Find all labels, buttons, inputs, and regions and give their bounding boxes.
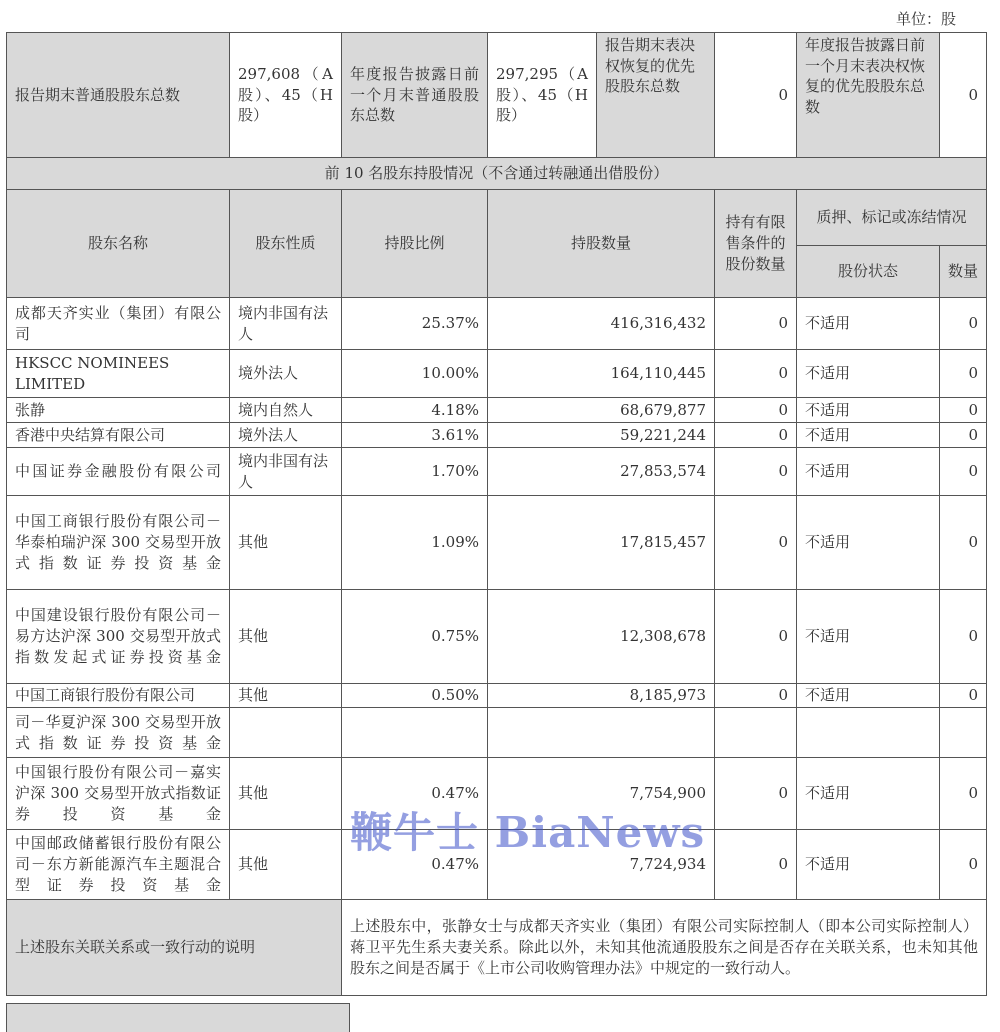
shareholder-nature: 其他 xyxy=(230,830,342,900)
shareholder-ratio: 0.50% xyxy=(342,684,488,708)
shareholder-name: HKSCC NOMINEES LIMITED xyxy=(7,350,230,398)
pledge-status: 不适用 xyxy=(797,448,940,496)
table-row xyxy=(7,398,987,423)
header-pledge-group: 质押、标记或冻结情况 xyxy=(797,190,987,246)
shareholder-name: 中国证券金融股份有限公司 xyxy=(7,448,230,496)
relation-row xyxy=(7,900,987,996)
shareholder-amount: 68,679,877 xyxy=(488,398,715,423)
pledge-qty: 0 xyxy=(940,496,987,590)
table-row xyxy=(7,423,987,448)
pledge-status: 不适用 xyxy=(797,590,940,684)
header-nature: 股东性质 xyxy=(230,190,342,298)
header-ratio: 持股比例 xyxy=(342,190,488,298)
pledge-status: 不适用 xyxy=(797,830,940,900)
header-restricted: 持有有限售条件的股份数量 xyxy=(715,190,797,298)
shareholder-restricted: 0 xyxy=(715,496,797,590)
relation-text: 上述股东中，张静女士与成都天齐实业（集团）有限公司实际控制人（即本公司实际控制人）蒋卫平先生系夫妻关系。除此以外，未知其他流通股股东之间是否存在关联关系，也未知其他股东之间是否属于《上市公司收购管理办法》中规定的一致行动人。 xyxy=(342,900,987,996)
shareholder-nature: 境内自然人 xyxy=(230,398,342,423)
section-title-row xyxy=(7,158,987,190)
shareholder-nature: 其他 xyxy=(230,590,342,684)
table-row xyxy=(7,590,987,684)
summary-total-label: 报告期末普通股股东总数 xyxy=(7,33,230,158)
pledge-status: 不适用 xyxy=(797,496,940,590)
table-row xyxy=(7,448,987,496)
shareholder-nature: 境内非国有法人 xyxy=(230,298,342,350)
shareholder-name: 中国建设银行股份有限公司－易方达沪深 300 交易型开放式指数发起式证券投资基金 xyxy=(7,590,230,684)
table-row xyxy=(7,350,987,398)
summary-pref-prev-label: 年度报告披露日前一个月末表决权恢复的优先股股东总数 xyxy=(797,33,940,158)
table-row xyxy=(7,684,987,708)
empty-cell xyxy=(940,708,987,758)
pledge-status: 不适用 xyxy=(797,423,940,448)
empty-cell xyxy=(715,708,797,758)
empty-cell xyxy=(797,708,940,758)
shareholder-name: 张静 xyxy=(7,398,230,423)
table-row xyxy=(7,496,987,590)
shareholder-name: 中国工商银行股份有限公司－华泰柏瑞沪深 300 交易型开放式指数证券投资基金 xyxy=(7,496,230,590)
pledge-qty: 0 xyxy=(940,590,987,684)
shareholder-name: 中国邮政储蓄银行股份有限公司－东方新能源汽车主题混合型证券投资基金 xyxy=(7,830,230,900)
shareholder-ratio: 4.18% xyxy=(342,398,488,423)
shareholder-ratio: 0.47% xyxy=(342,830,488,900)
shareholder-amount: 12,308,678 xyxy=(488,590,715,684)
shareholder-name-continued: 司－华夏沪深 300 交易型开放式指数证券投资基金 xyxy=(7,708,230,758)
shareholder-restricted: 0 xyxy=(715,758,797,830)
pledge-status: 不适用 xyxy=(797,758,940,830)
shareholder-ratio: 0.47% xyxy=(342,758,488,830)
shareholder-nature: 境外法人 xyxy=(230,350,342,398)
relation-label: 上述股东关联关系或一致行动的说明 xyxy=(7,900,342,996)
shareholder-amount: 27,853,574 xyxy=(488,448,715,496)
section-title: 前 10 名股东持股情况（不含通过转融通出借股份） xyxy=(7,158,987,190)
pledge-qty: 0 xyxy=(940,448,987,496)
shareholder-restricted: 0 xyxy=(715,830,797,900)
table-row xyxy=(7,298,987,350)
shareholder-amount: 8,185,973 xyxy=(488,684,715,708)
pledge-status: 不适用 xyxy=(797,350,940,398)
shareholder-name: 成都天齐实业（集团）有限公司 xyxy=(7,298,230,350)
summary-pref-prev-value: 0 xyxy=(940,33,987,158)
pledge-qty: 0 xyxy=(940,298,987,350)
shareholder-ratio: 25.37% xyxy=(342,298,488,350)
empty-cell xyxy=(342,708,488,758)
pledge-qty: 0 xyxy=(940,684,987,708)
header-row-1 xyxy=(7,190,987,246)
shareholder-nature: 其他 xyxy=(230,758,342,830)
shareholder-ratio: 1.70% xyxy=(342,448,488,496)
shareholder-amount: 416,316,432 xyxy=(488,298,715,350)
shareholder-nature: 境外法人 xyxy=(230,423,342,448)
shareholder-restricted: 0 xyxy=(715,448,797,496)
cutoff-row-fragment xyxy=(6,1003,350,1032)
table-row-continuation xyxy=(7,708,987,758)
unit-label: 单位：股 xyxy=(895,10,956,28)
pledge-qty: 0 xyxy=(940,758,987,830)
shareholder-nature: 境内非国有法人 xyxy=(230,448,342,496)
shareholder-ratio: 3.61% xyxy=(342,423,488,448)
shareholder-restricted: 0 xyxy=(715,590,797,684)
header-amount: 持股数量 xyxy=(488,190,715,298)
summary-pref-label: 报告期末表决权恢复的优先股股东总数 xyxy=(597,33,715,158)
empty-cell xyxy=(488,708,715,758)
header-name: 股东名称 xyxy=(7,190,230,298)
pledge-status: 不适用 xyxy=(797,298,940,350)
summary-pref-value: 0 xyxy=(715,33,797,158)
empty-cell xyxy=(230,708,342,758)
shareholder-ratio: 10.00% xyxy=(342,350,488,398)
shareholder-amount: 17,815,457 xyxy=(488,496,715,590)
shareholder-amount: 59,221,244 xyxy=(488,423,715,448)
summary-prev-value: 297,295（A股）、45（H股） xyxy=(488,33,597,158)
pledge-status: 不适用 xyxy=(797,398,940,423)
pledge-qty: 0 xyxy=(940,398,987,423)
shareholder-restricted: 0 xyxy=(715,684,797,708)
header-pledge-status: 股份状态 xyxy=(797,246,940,298)
shareholder-amount: 7,754,900 xyxy=(488,758,715,830)
shareholder-amount: 7,724,934 xyxy=(488,830,715,900)
pledge-qty: 0 xyxy=(940,423,987,448)
summary-row xyxy=(7,33,987,158)
shareholder-name: 中国工商银行股份有限公司 xyxy=(7,684,230,708)
pledge-qty: 0 xyxy=(940,350,987,398)
shareholder-name: 香港中央结算有限公司 xyxy=(7,423,230,448)
header-pledge-qty: 数量 xyxy=(940,246,987,298)
watermark-logo: 鞭牛士 BiaNews xyxy=(350,808,706,857)
shareholder-ratio: 0.75% xyxy=(342,590,488,684)
shareholder-restricted: 0 xyxy=(715,298,797,350)
shareholder-restricted: 0 xyxy=(715,398,797,423)
pledge-qty: 0 xyxy=(940,830,987,900)
summary-total-value: 297,608（A股）、45（H股） xyxy=(230,33,342,158)
shareholder-nature: 其他 xyxy=(230,684,342,708)
shareholder-amount: 164,110,445 xyxy=(488,350,715,398)
shareholder-ratio: 1.09% xyxy=(342,496,488,590)
shareholder-name: 中国银行股份有限公司－嘉实沪深 300 交易型开放式指数证券投资基金 xyxy=(7,758,230,830)
pledge-status: 不适用 xyxy=(797,684,940,708)
summary-prev-label: 年度报告披露日前一个月末普通股股东总数 xyxy=(342,33,488,158)
shareholder-restricted: 0 xyxy=(715,350,797,398)
shareholder-restricted: 0 xyxy=(715,423,797,448)
shareholder-nature: 其他 xyxy=(230,496,342,590)
